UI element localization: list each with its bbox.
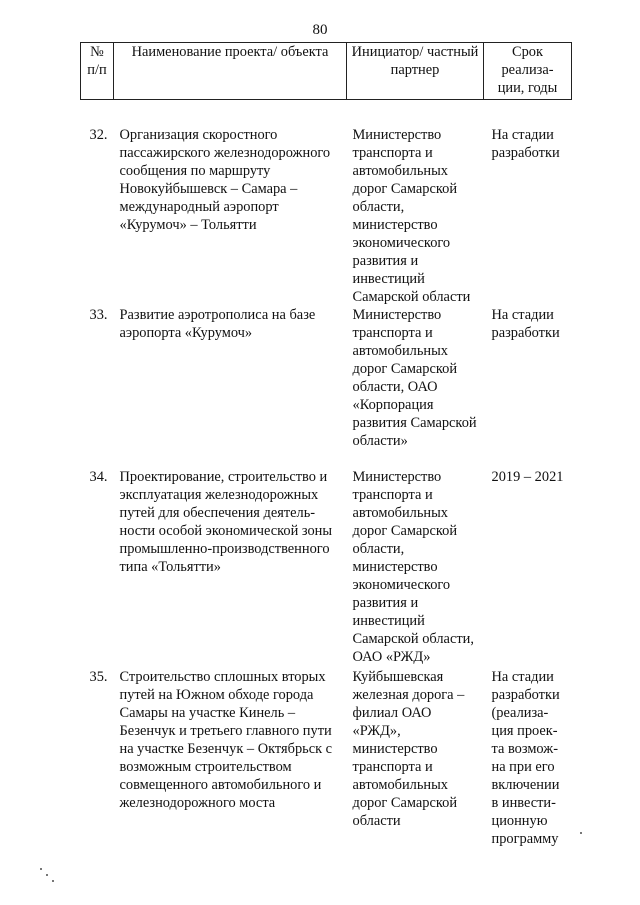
project-initiator: Министерство транспорта и автомобильных дорог Самарской области, министерство экономического развития и инвестиций Самарской области, ОАО «РЖД»	[352, 469, 474, 665]
scan-speck	[46, 874, 48, 876]
table-row	[81, 668, 572, 848]
table-spacer	[81, 100, 572, 127]
scan-speck	[580, 832, 582, 834]
row-number: 35.	[89, 669, 108, 685]
project-term: На стадии разработки (реализа- ция проек- та возмож- на при его включении в инвести- ционную программу	[491, 669, 560, 847]
header-term: Срок реализа- ции, годы	[484, 43, 572, 100]
row-number: 34.	[89, 469, 108, 485]
project-term: 2019 – 2021	[491, 469, 564, 485]
project-term: На стадии разработки	[491, 307, 560, 341]
header-project-name: Наименование проекта/ объекта	[114, 43, 347, 100]
scan-speck	[40, 868, 42, 870]
row-number: 32.	[89, 127, 108, 143]
project-name: Организация скоростного пассажирского железнодорожного сообщения по маршруту Новокуйбышевск – Самара – международный аэропорт «Курумоч» – Тольятти	[119, 127, 331, 233]
table-row	[81, 306, 572, 468]
project-term: На стадии разработки	[491, 127, 560, 161]
project-name: Развитие аэротрополиса на базе аэропорта «Курумоч»	[119, 307, 316, 341]
projects-table	[80, 42, 572, 848]
table-row	[81, 126, 572, 306]
page-number: 80	[312, 22, 328, 38]
table-row	[81, 468, 572, 668]
project-name: Проектирование, строительство и эксплуатация железнодорожных путей для обеспечения деятель- ности особой экономической зоны промышленно-производственного типа «Тольятти»	[119, 469, 333, 575]
header-initiator: Инициатор/ частный партнер	[347, 43, 484, 100]
project-initiator: Министерство транспорта и автомобильных дорог Самарской области, ОАО «Корпорация развития Самарской области»	[352, 307, 477, 449]
project-initiator: Куйбышевская железная дорога – филиал ОАО «РЖД», министерство транспорта и автомобильных дорог Самарской области	[352, 669, 465, 829]
project-initiator: Министерство транспорта и автомобильных дорог Самарской области, министерство экономического развития и инвестиций Самарской области	[352, 127, 471, 305]
scan-speck	[52, 880, 54, 882]
row-number: 33.	[89, 307, 108, 323]
project-name: Строительство сплошных вторых путей на Южном обходе города Самары на участке Кинель – Безенчук и третьего главного пути на участке Безенчук – Октябрьск с возможным строительством совмещенного автомобильного и железнодорожного моста	[119, 669, 333, 811]
table-header-row	[81, 43, 572, 100]
header-number: № п/п	[81, 43, 114, 100]
